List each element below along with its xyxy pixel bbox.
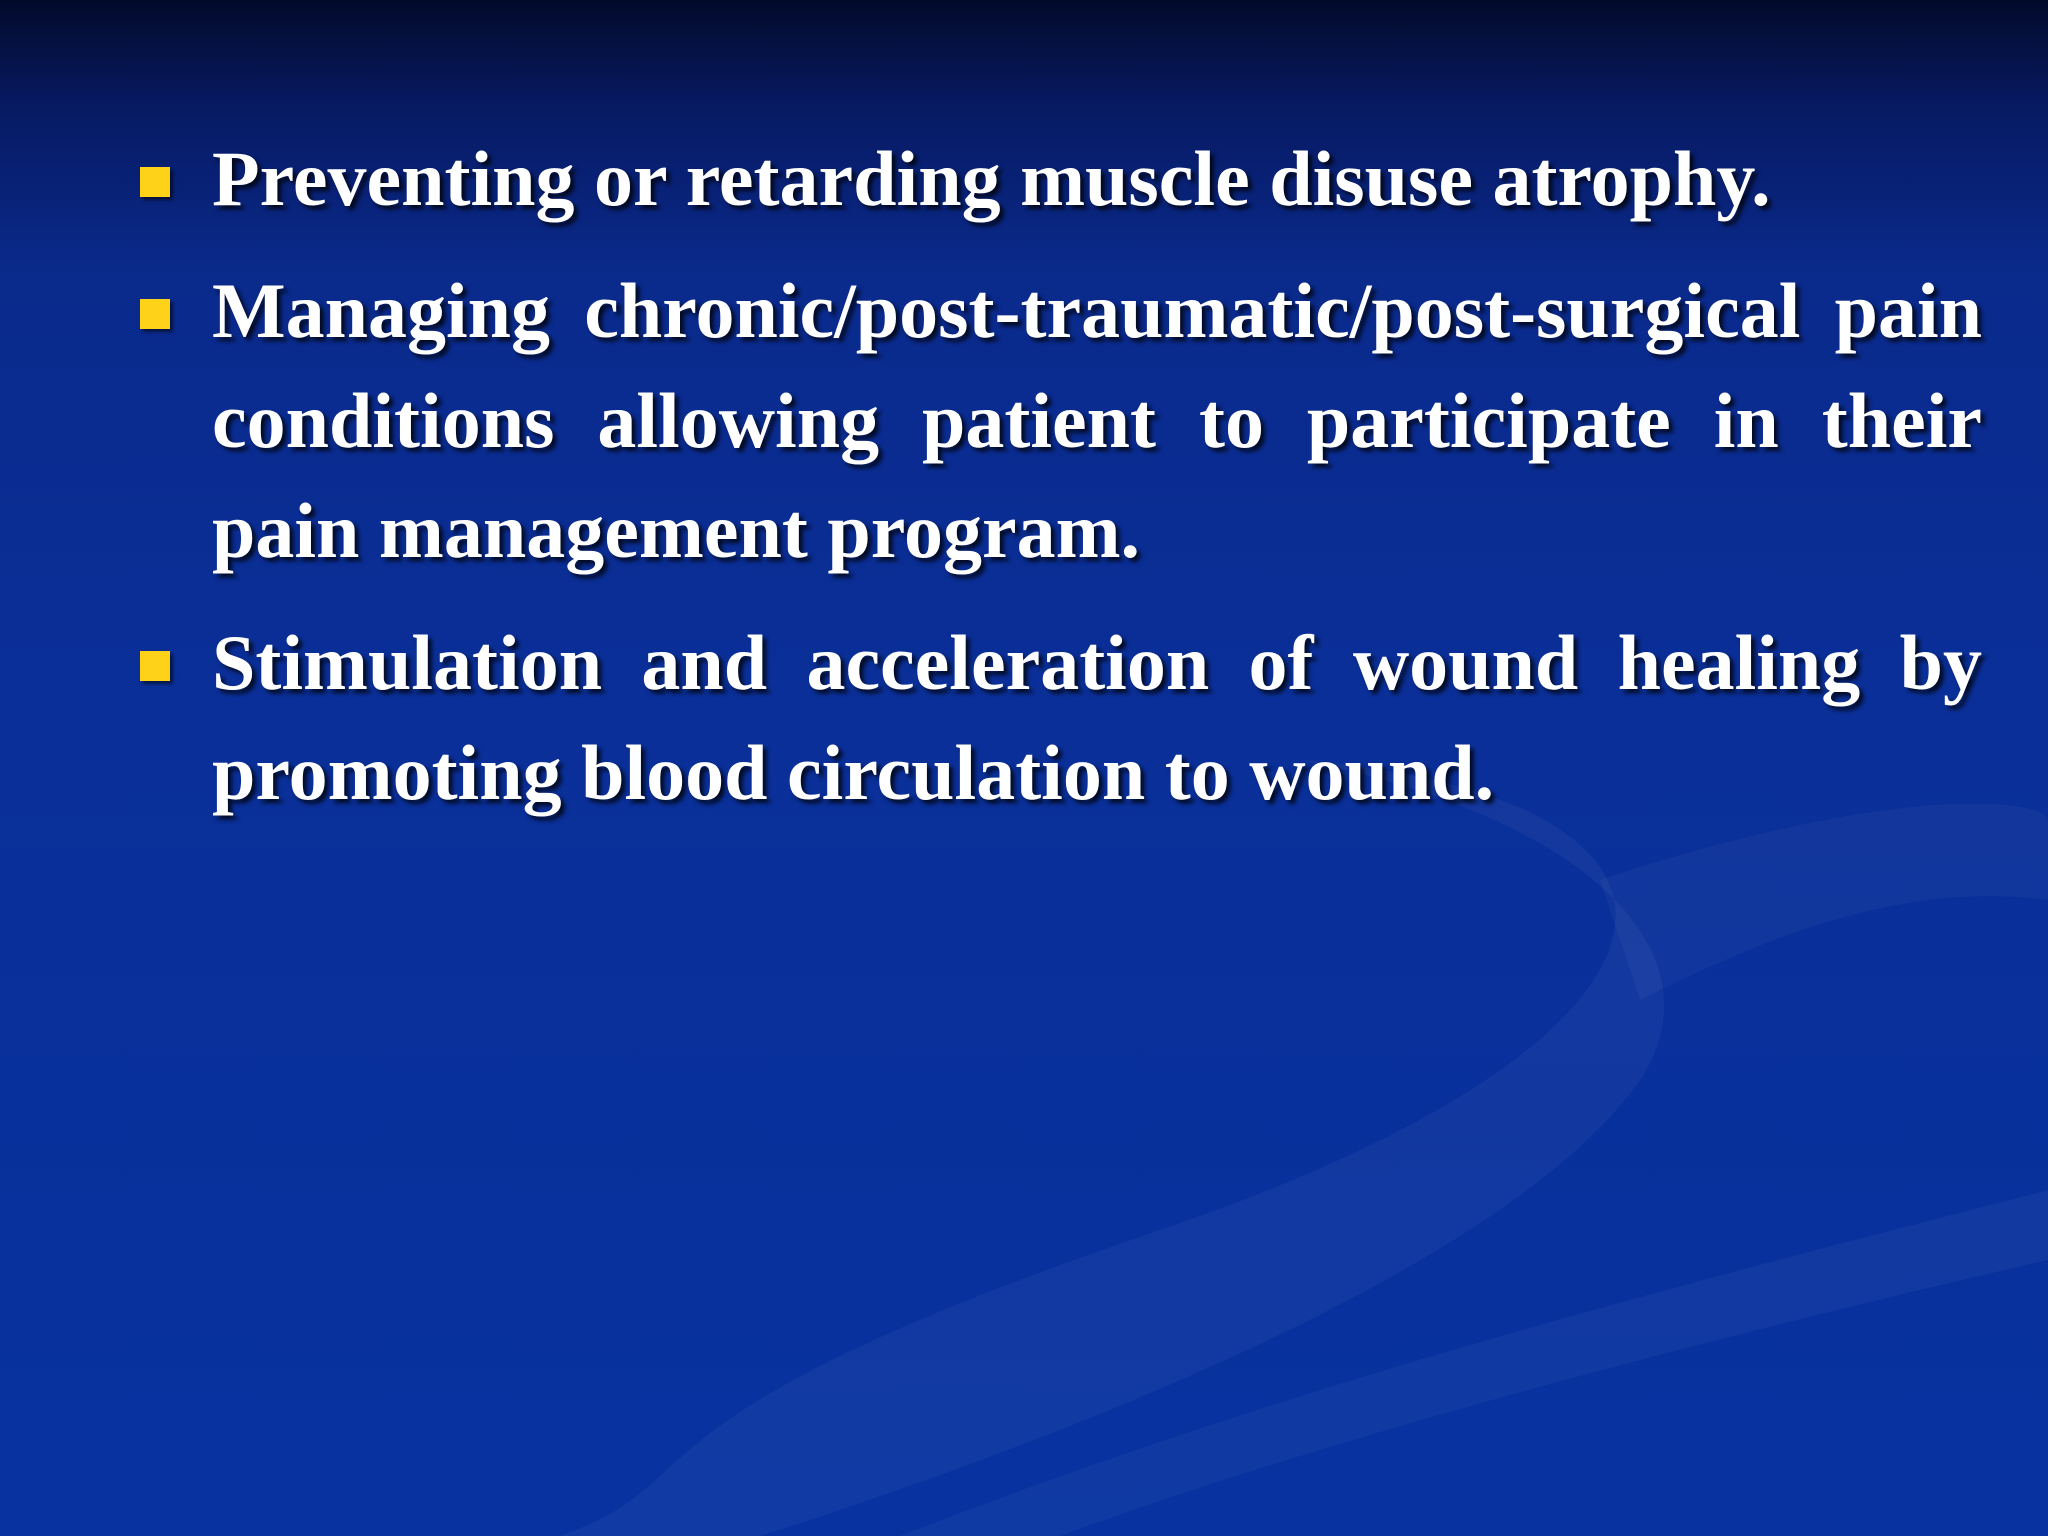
bullet-item	[134, 256, 1982, 586]
bullet-item	[134, 608, 1982, 828]
bullet-text: Managing chronic/post-traumatic/post-surgical pain conditions allowing patient to participate in their pain management program.	[212, 267, 1982, 574]
bullet-text: Stimulation and acceleration of wound healing by promoting blood circulation to wound.	[212, 619, 1982, 816]
bullet-item	[134, 124, 1934, 234]
square-bullet-icon	[140, 651, 170, 681]
square-bullet-icon	[140, 167, 170, 197]
square-bullet-icon	[140, 299, 170, 329]
bullet-list	[134, 124, 1982, 850]
bullet-text: Preventing or retarding muscle disuse atrophy.	[212, 135, 1771, 222]
